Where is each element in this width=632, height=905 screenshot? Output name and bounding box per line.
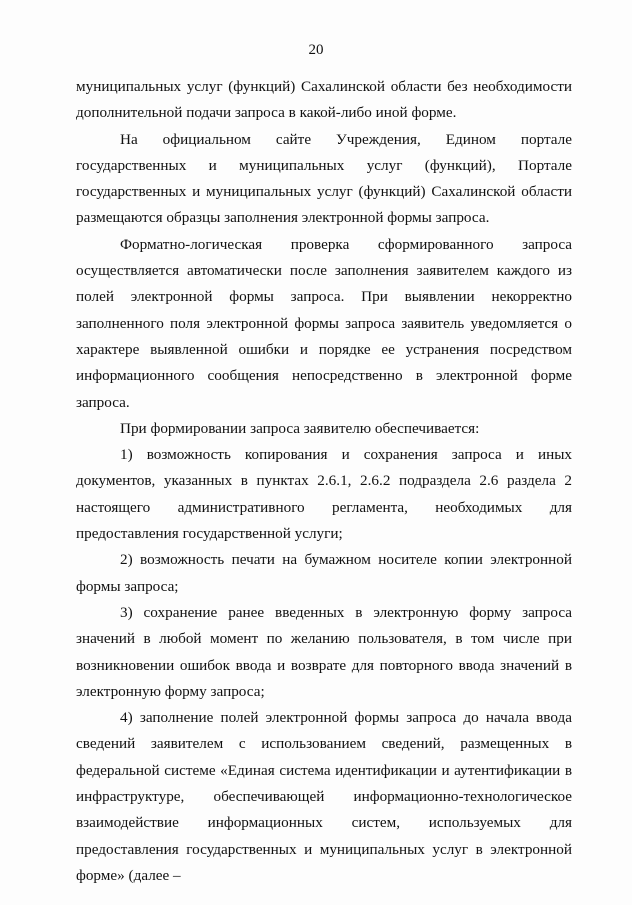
- list-item-3: 3) сохранение ранее введенных в электронную форму запроса значений в любой момент по желанию пользователя, в том числе при возникновении ошибок ввода и возврате для повторного ввода значений в электронную форму запроса;: [76, 603, 572, 700]
- list-item-1: 1) возможность копирования и сохранения запроса и иных документов, указанных в пунктах 2.6.1, 2.6.2 подраздела 2.6 раздела 2 настоящего административного регламента, необходимых для предоставления государственной услуги;: [76, 446, 572, 543]
- paragraph-provided-list-intro: При формировании запроса заявителю обеспечивается:: [120, 419, 480, 437]
- paragraph-continuation: муниципальных услуг (функций) Сахалинской области без необходимости дополнительной подачи запроса в какой-либо иной форме.: [76, 78, 572, 122]
- paragraph-form-samples: На официальном сайте Учреждения, Едином портале государственных и муниципальных услуг (функций), Портале государственных и муниципальных услуг (функций) Сахалинской области размещаются образцы заполнения электронной формы запроса.: [76, 130, 572, 227]
- list-item-4: 4) заполнение полей электронной формы запроса до начала ввода сведений заявителем с использованием сведений, размещенных в федеральной системе «Единая система идентификации и аутентификации в инфраструктуре, обеспечивающей информационно-технологическое взаимодействие информационных систем, используемых для предоставления государственных и муниципальных услуг в электронной форме» (далее –: [76, 709, 572, 884]
- document-body: [76, 74, 572, 889]
- paragraph-format-check: Форматно-логическая проверка сформированного запроса осуществляется автоматически после заполнения заявителем каждого из полей электронной формы запроса. При выявлении некорректно заполненного поля электронной формы запроса заявитель уведомляется о характере выявленной ошибки и порядке ее устранения посредством информационного сообщения непосредственно в электронной форме запроса.: [76, 235, 572, 411]
- page-number: 20: [308, 42, 324, 58]
- list-item-2: 2) возможность печати на бумажном носителе копии электронной формы запроса;: [76, 551, 572, 595]
